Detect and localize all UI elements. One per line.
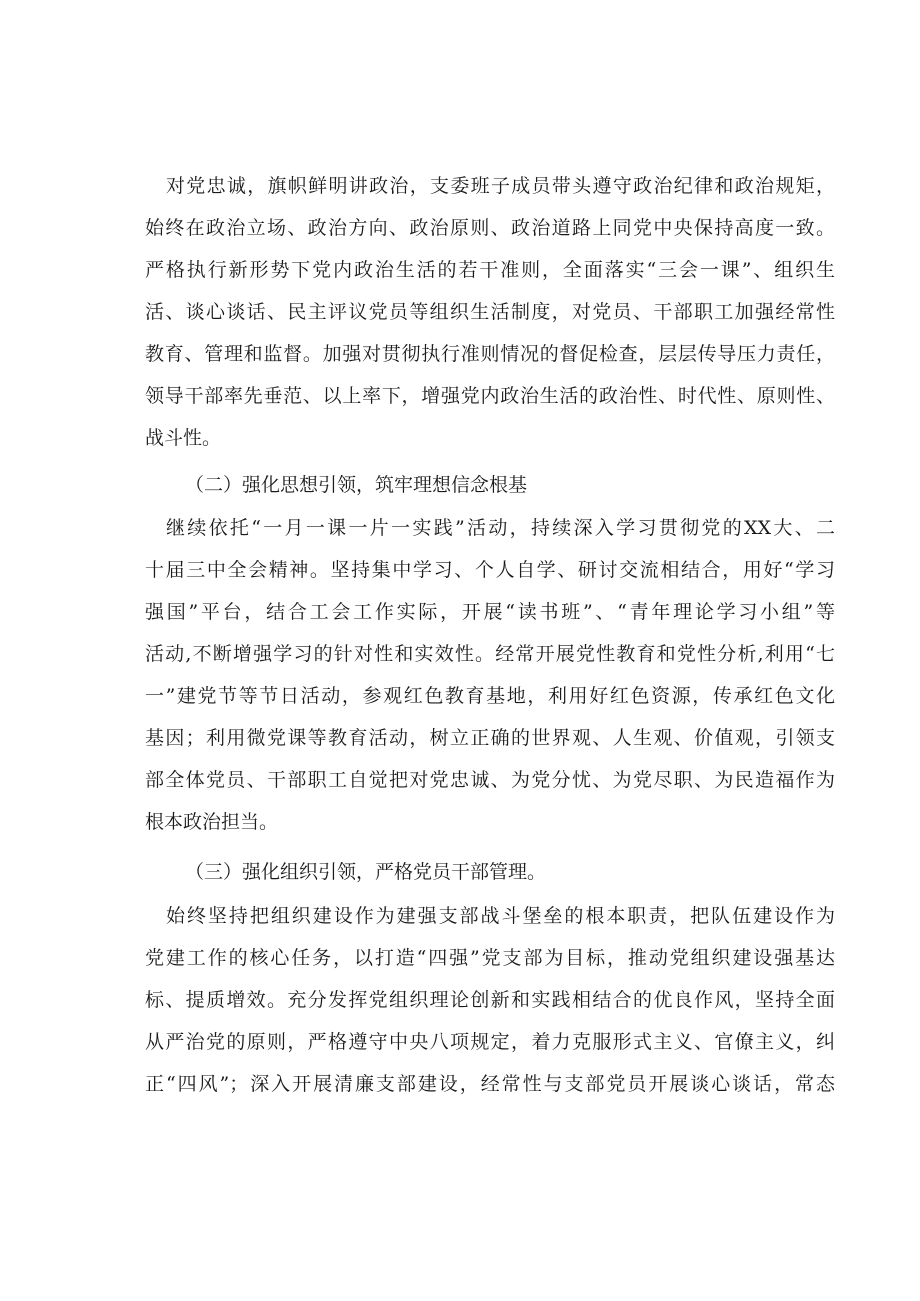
paragraph-1-line-4: 活、谈心谈话、民主评议党员等组织生活制度，对党员、干部职工加强经常性: [145, 301, 835, 323]
paragraph-2-line-5: 一”建党节等节日活动，参观红色教育基地，利用好红色资源，传承红色文化: [145, 685, 835, 707]
paragraph-1-line-5: 教育、管理和监督。加强对贯彻执行准则情况的督促检查，层层传导压力责任，: [145, 343, 835, 365]
paragraph-1-line-7: 战斗性。: [145, 427, 222, 449]
paragraph-2-line-3: 强国”平台，结合工会工作实际，开展“读书班”、“青年理论学习小组”等: [145, 601, 835, 623]
paragraph-3-line-4: 从严治党的原则，严格遵守中央八项规定，着力克服形式主义、官僚主义，纠: [145, 1031, 835, 1053]
section-heading-3: （三）强化组织引领，严格党员干部管理。: [185, 861, 547, 883]
paragraph-1-line-3: 严格执行新形势下党内政治生活的若干准则，全面落实“三会一课”、组织生: [145, 259, 835, 281]
paragraph-1-line-2: 始终在政治立场、政治方向、政治原则、政治道路上同党中央保持高度一致。: [145, 217, 835, 239]
paragraph-1-line-6: 领导干部率先垂范、以上率下，增强党内政治生活的政治性、时代性、原则性、: [145, 385, 835, 407]
paragraph-3-line-3: 标、提质增效。充分发挥党组织理论创新和实践相结合的优良作风，坚持全面: [145, 989, 835, 1011]
paragraph-2-line-8: 根本政治担当。: [145, 811, 279, 833]
paragraph-3-line-1: 始终坚持把组织建设作为建强支部战斗堡垒的根本职责，把队伍建设作为: [166, 905, 835, 927]
paragraph-2-line-4: 活动,不断增强学习的针对性和实效性。经常开展党性教育和党性分析,利用“七: [145, 643, 835, 665]
paragraph-2-line-7: 部全体党员、干部职工自觉把对党忠诚、为党分忧、为党尽职、为民造福作为: [145, 769, 835, 791]
paragraph-2-line-6: 基因；利用微党课等教育活动，树立正确的世界观、人生观、价值观，引领支: [145, 727, 835, 749]
paragraph-2-line-2: 十届三中全会精神。坚持集中学习、个人自学、研讨交流相结合，用好“学习: [145, 559, 835, 581]
paragraph-2-line-1: 继续依托“一月一课一片一实践”活动，持续深入学习贯彻党的XX大、二: [166, 517, 835, 539]
paragraph-3-line-5: 正“四风”；深入开展清廉支部建设，经常性与支部党员开展谈心谈话，常态: [145, 1073, 835, 1095]
section-heading-2: （二）强化思想引领，筑牢理想信念根基: [185, 474, 528, 496]
paragraph-3-line-2: 党建工作的核心任务，以打造“四强”党支部为目标，推动党组织建设强基达: [145, 947, 835, 969]
paragraph-1-line-1: 对党忠诚，旗帜鲜明讲政治，支委班子成员带头遵守政治纪律和政治规矩，: [166, 175, 835, 197]
